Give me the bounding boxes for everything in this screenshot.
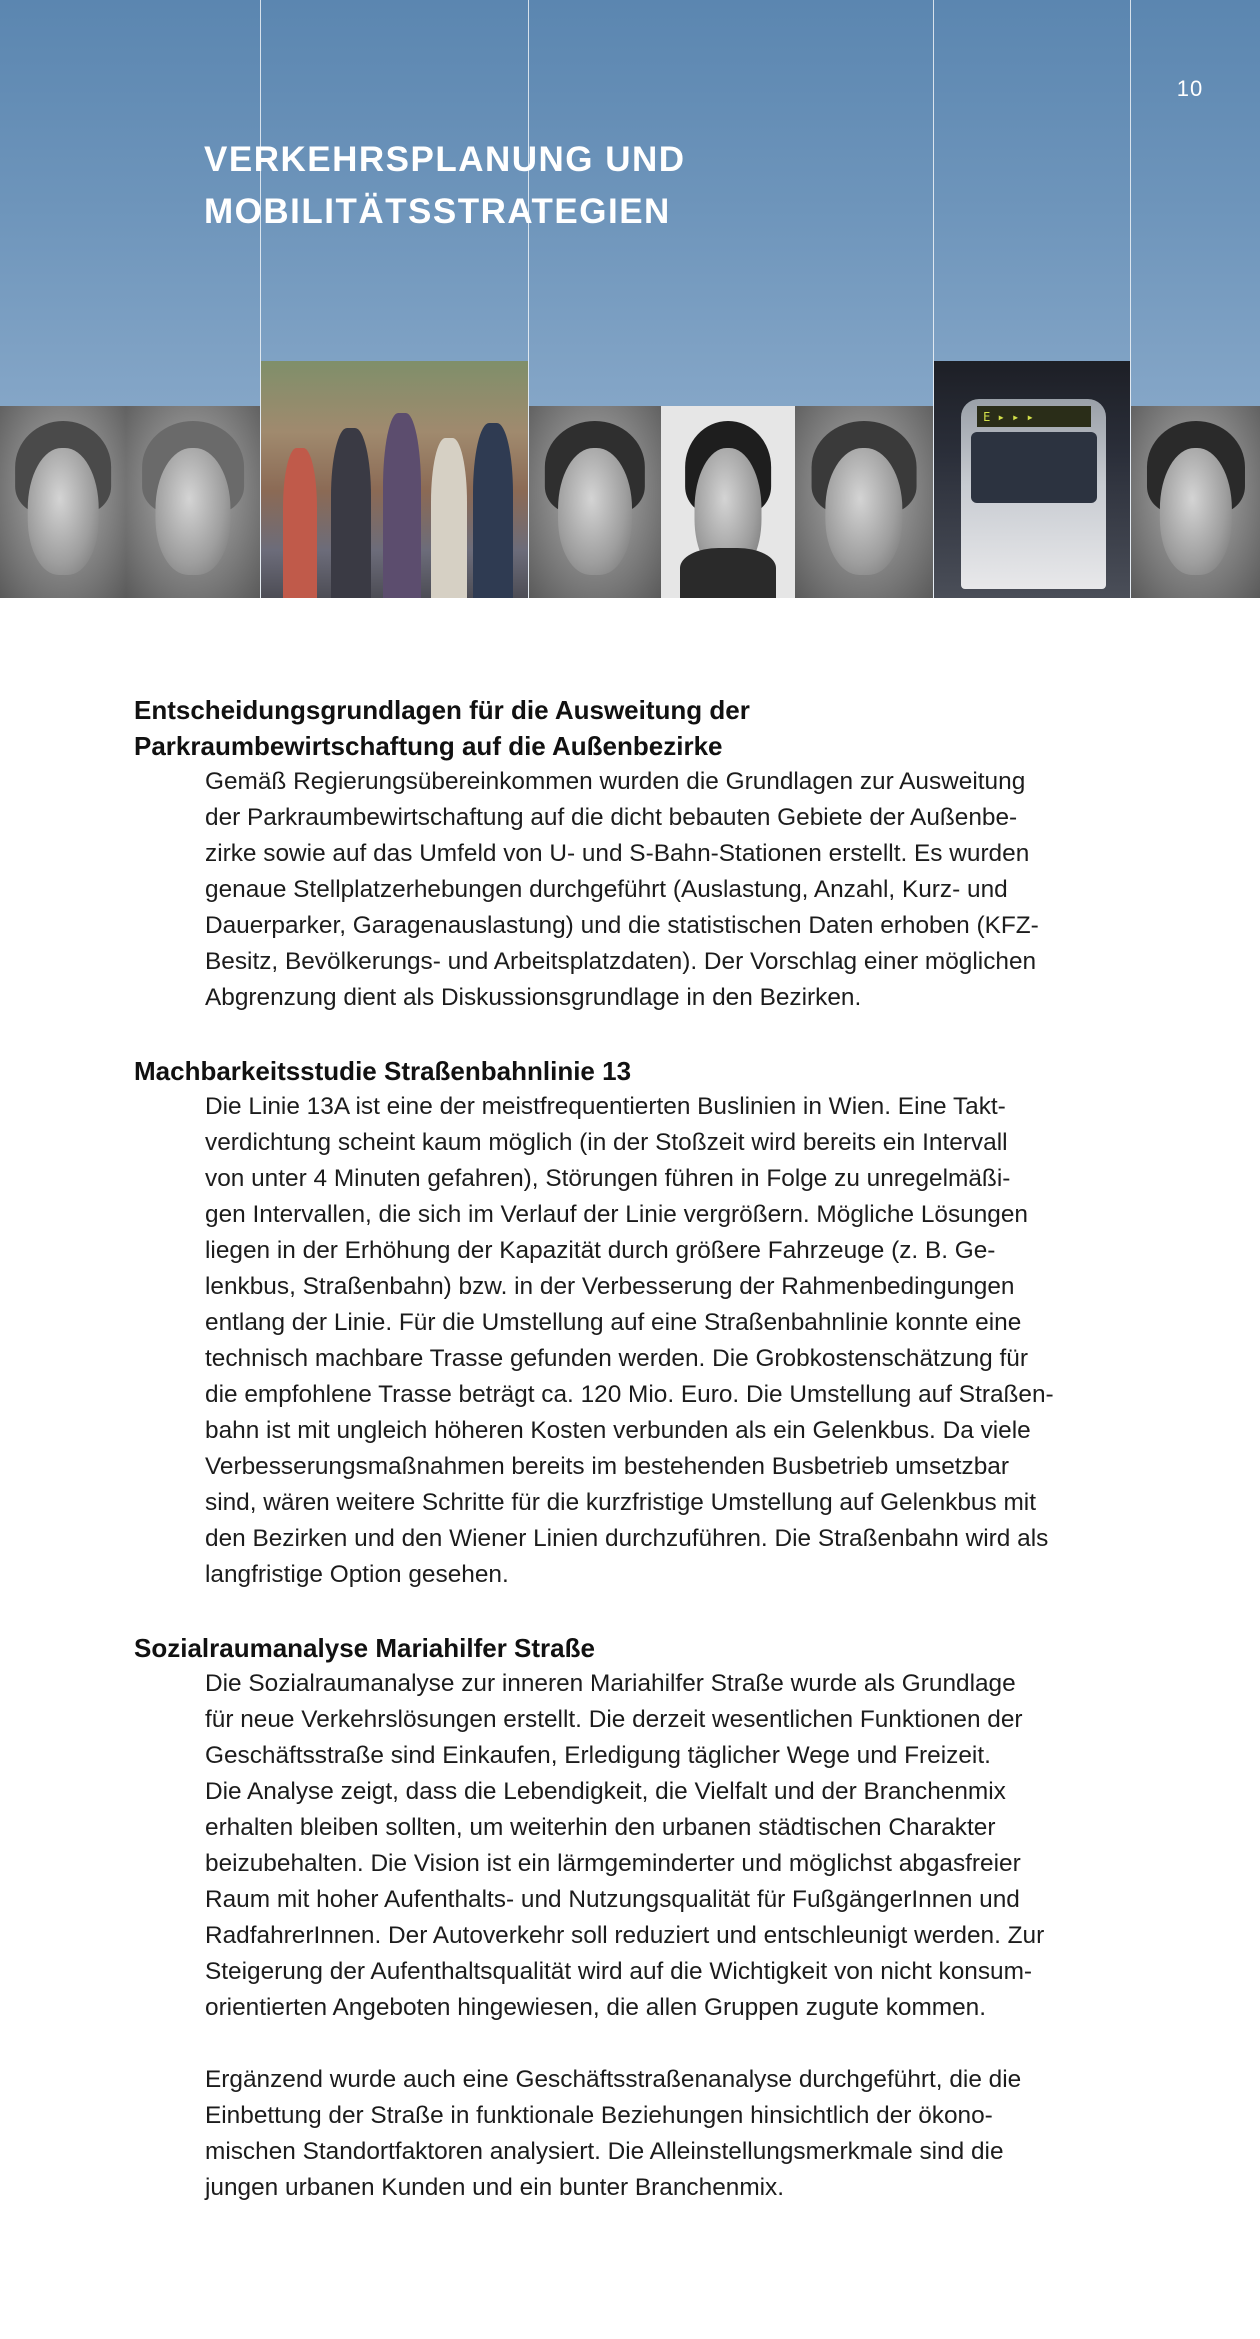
section-paragraph: Ergänzend wurde auch eine Geschäftsstraßenanalyse durchgeführt, die die Einbettung der Straße in funktionale Beziehungen hinsichtlich der ökono- mischen Standortfaktoren analysiert. Die Alleinstellungsmerkmale sind die jungen urbanen Kunden und ein bunter Branchenmix. [205, 2066, 1022, 2201]
tram-at-night: E ▸ ▸ ▸ [934, 361, 1130, 598]
pedestrian-street [261, 361, 528, 598]
page-number: 10 [1176, 76, 1204, 101]
portrait-woman-3 [795, 406, 933, 598]
section-heading: Sozialraumanalyse Mariahilfer Straße [134, 1633, 595, 1663]
page-title [204, 134, 686, 238]
page-title-line: VERKEHRSPLANUNG UND [204, 140, 686, 179]
page-title-line: MOBILITÄTSSTRATEGIEN [204, 192, 671, 231]
section-strassenbahn [134, 1053, 1134, 1593]
section-paragraph: Die Linie 13A ist eine der meistfrequentierten Buslinien in Wien. Eine Takt- verdichtung scheint kaum möglich (in der Stoßzeit wird bereits ein Intervall von unter 4 Minuten gefahren), Störungen führen in Folge zu unregelmäßi- gen Intervallen, die sich im Verlauf der Linie vergrößern. Mögliche Lösungen liegen in der Erhöhung der Kapazität durch größere Fahrzeuge (z. B. Ge- lenkbus, Straßenbahn) bzw. in der Verbesserung der Rahmenbedingungen entlang der Linie. Für die Umstellung auf eine Straßenbahnlinie konnte eine technisch machbare Trasse gefunden werden. Die Grobkostenschätzung für die empfohlene Trasse beträgt ca. 120 Mio. Euro. Die Umstellung auf Straßen- bahn ist mit ungleich höheren Kosten verbunden als ein Gelenkbus. Da viele Verbesserungsmaßnahmen bereits im bestehenden Busbetrieb umsetzbar sind, wären weitere Schritte für die kurzfristige Umstellung auf Gelenkbus mit den Bezirken und den Wiener Linien durchzuführen. Die Straßenbahn wird als langfristige Option gesehen. [205, 1093, 1054, 1588]
portrait-man-2 [661, 406, 795, 598]
section-paragraph: Die Sozialraumanalyse zur inneren Mariahilfer Straße wurde als Grundlage für neue Verkehrslösungen erstellt. Die derzeit wesentlichen Funktionen der Geschäftsstraße sind Einkaufen, Erledigung täglicher Wege und Freizeit. Die Analyse zeigt, dass die Lebendigkeit, die Vielfalt und der Branchenmix erhalten bleiben sollten, um weiterhin den urbanen städtischen Charakter beizubehalten. Die Vision ist ein lärmgeminderter und möglichst abgasfreier Raum mit hoher Aufenthalts- und Nutzungsqualität für FußgängerInnen und RadfahrerInnen. Der Autoverkehr soll reduziert und entschleunigt werden. Zur Steigerung der Aufenthaltsqualität wird auf die Wichtigkeit von nicht konsum- orientierten Angeboten hingewiesen, die allen Gruppen zugute kommen. [205, 1670, 1045, 2021]
header-banner [0, 0, 1260, 598]
section-paragraph: Gemäß Regierungsübereinkommen wurden die Grundlagen zur Ausweitung der Parkraumbewirtschaftung auf die dicht bebauten Gebiete der Außenbe- zirke sowie auf das Umfeld von U- und S-Bahn-Stationen erstellt. Es wurden genaue Stellplatzerhebungen durchgeführt (Auslastung, Anzahl, Kurz- und Dauerparker, Garagenauslastung) und die statistischen Daten erhoben (KFZ- Besitz, Bevölkerungs- und Arbeitsplatzdaten). Der Vorschlag einer möglichen Abgrenzung dient als Diskussionsgrundlage in den Bezirken. [205, 768, 1039, 1011]
section-parkraum [134, 692, 1134, 1016]
portrait-man-3 [1131, 406, 1260, 598]
section-heading: Machbarkeitsstudie Straßenbahnlinie 13 [134, 1056, 632, 1086]
section-mariahilfer [134, 1630, 1134, 2206]
portrait-woman-1 [0, 406, 126, 598]
portrait-man-1 [529, 406, 661, 598]
portrait-woman-2 [126, 406, 260, 598]
section-heading: Entscheidungsgrundlagen für die Ausweitung der Parkraumbewirtschaftung auf die Außenbezirke [134, 695, 750, 761]
